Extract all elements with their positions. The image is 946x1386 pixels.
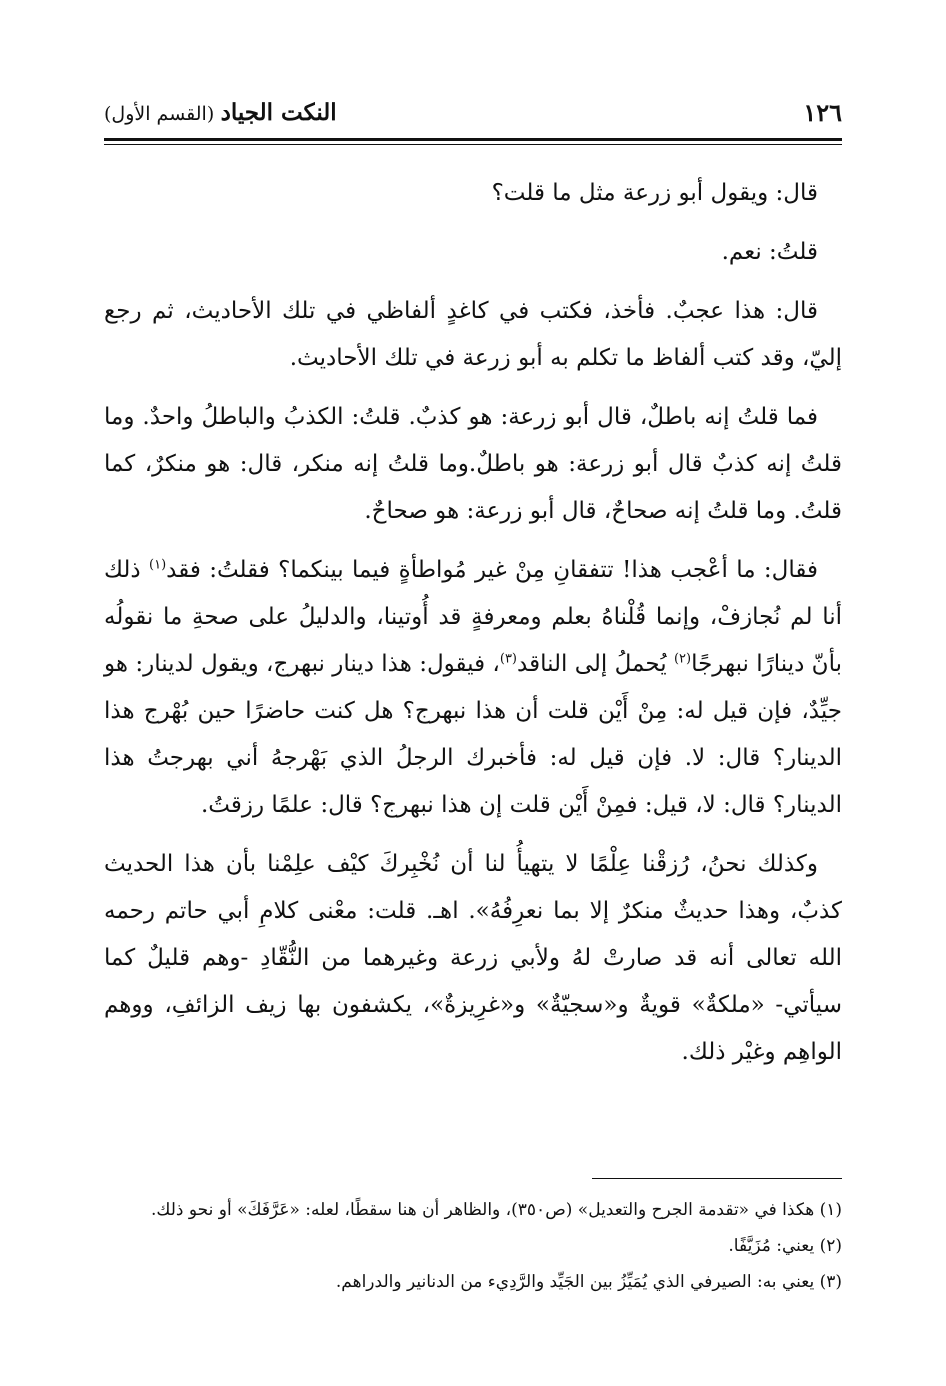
paragraph-5-part-a: فقال: ما أعْجب هذا! تتفقانِ مِنْ غير مُواطأةٍ فيما بينكما؟ فقلتُ: فقد (166, 557, 818, 583)
footnote-marker-3: (٣) (499, 651, 517, 667)
paragraph-5-part-b: ذلك أنا لم نُجازفْ، وإنما قُلْناهُ بعلم ومعرفةٍ قد أُوتينا، والدليلُ على صحةِ ما نقولُه بأنّ دينارًا نبهرجًا (104, 557, 842, 677)
paragraph-4: فما قلتُ إنه باطلٌ، قال أبو زرعة: هو كذبٌ. قلتُ: الكذبُ والباطلُ واحدٌ. وما قلتُ إنه كذبٌ قال أبو زرعة: هو باطلٌ.وما قلتُ إنه منكر، قال: هو منكرٌ، كما قلتُ. وما قلتُ إنه صحاحٌ، قال أبو زرعة: هو صحاحٌ. (104, 404, 842, 524)
paragraph-5-part-d: ، فيقول: هذا دينار نبهرج، ويقول لدينار: هو جيِّدٌ، فإن قيل له: مِنْ أَيْن قلت أن هذا نبهرج؟ هل كنت حاضرًا حين بُهْرج هذا الدينار؟ قال: لا. فإن قيل له: فأخبرك الرجلُ الذي بَهْرجهُ أني بهرجتُ هذا الدينار؟ قال: لا، قيل: فمِنْ أَيْن قلت إن هذا نبهرج؟ قال: علمًا رزقتُ. (104, 651, 842, 818)
footnotes (104, 1192, 842, 1300)
book-part: (القسم الأول) (104, 102, 215, 125)
footnote-3: (٣) يعني به: الصيرفي الذي يُمَيِّزُ بين الجَيِّد والرَّدِيء من الدنانير والدراهم. (335, 1272, 842, 1292)
running-title (104, 99, 337, 126)
book-title: النكت الجياد (220, 98, 337, 126)
main-text (104, 170, 842, 1088)
paragraph-6: وكذلك نحنُ، رُزقْنا عِلْمًا لا يتهيأُ لنا أن نُخْبِركَ كيْف علِمْنا بأن هذا الحديث كذبٌ، وهذا حديثٌ منكرٌ إلا بما نعرِفُهُ». اهـ. قلت: معْنى كلامِ أبي حاتم رحمه الله تعالى أنه قد صارتْ لهُ ولأبي زرعة وغيرهما من النُّقّادِ -وهم قليلٌ كما سيأتي- «ملكةٌ» قويةٌ و«سجيّةٌ» و«غرِيزةٌ»، يكشفون بها زيف الزائفِ، ووهم الواهِم وغيْر ذلك. (104, 851, 842, 1065)
footnote-marker-1: (١) (149, 557, 167, 573)
footnote-2: (٢) يعني: مُزَيَّفًا. (728, 1236, 842, 1256)
paragraph-5 (104, 547, 842, 829)
paragraph-2: قلتُ: نعم. (721, 239, 818, 265)
paragraph-5-part-c: يُحملُ إلى الناقد (517, 651, 674, 677)
footnote-1: (١) هكذا في «تقدمة الجرح والتعديل» (ص٣٥٠)، والظاهر أن هنا سقطًا، لعله: «عَرَّفَكَ» أو نحو ذلك. (150, 1200, 842, 1220)
footnote-separator (592, 1178, 842, 1179)
header-rule-thin (104, 144, 842, 145)
paragraph-1: قال: ويقول أبو زرعة مثل ما قلت؟ (491, 180, 818, 206)
footnote-marker-2: (٢) (673, 651, 692, 667)
paragraph-3: قال: هذا عجبٌ. فأخذ، فكتب في كاغدٍ ألفاظي في تلك الأحاديث، ثم رجع إليّ، وقد كتب ألفاظ ما تكلم به أبو زرعة في تلك الأحاديث. (104, 298, 842, 371)
page-number: ١٢٦ (803, 97, 842, 127)
header-rule-thick (104, 138, 842, 141)
page-header (104, 92, 842, 132)
